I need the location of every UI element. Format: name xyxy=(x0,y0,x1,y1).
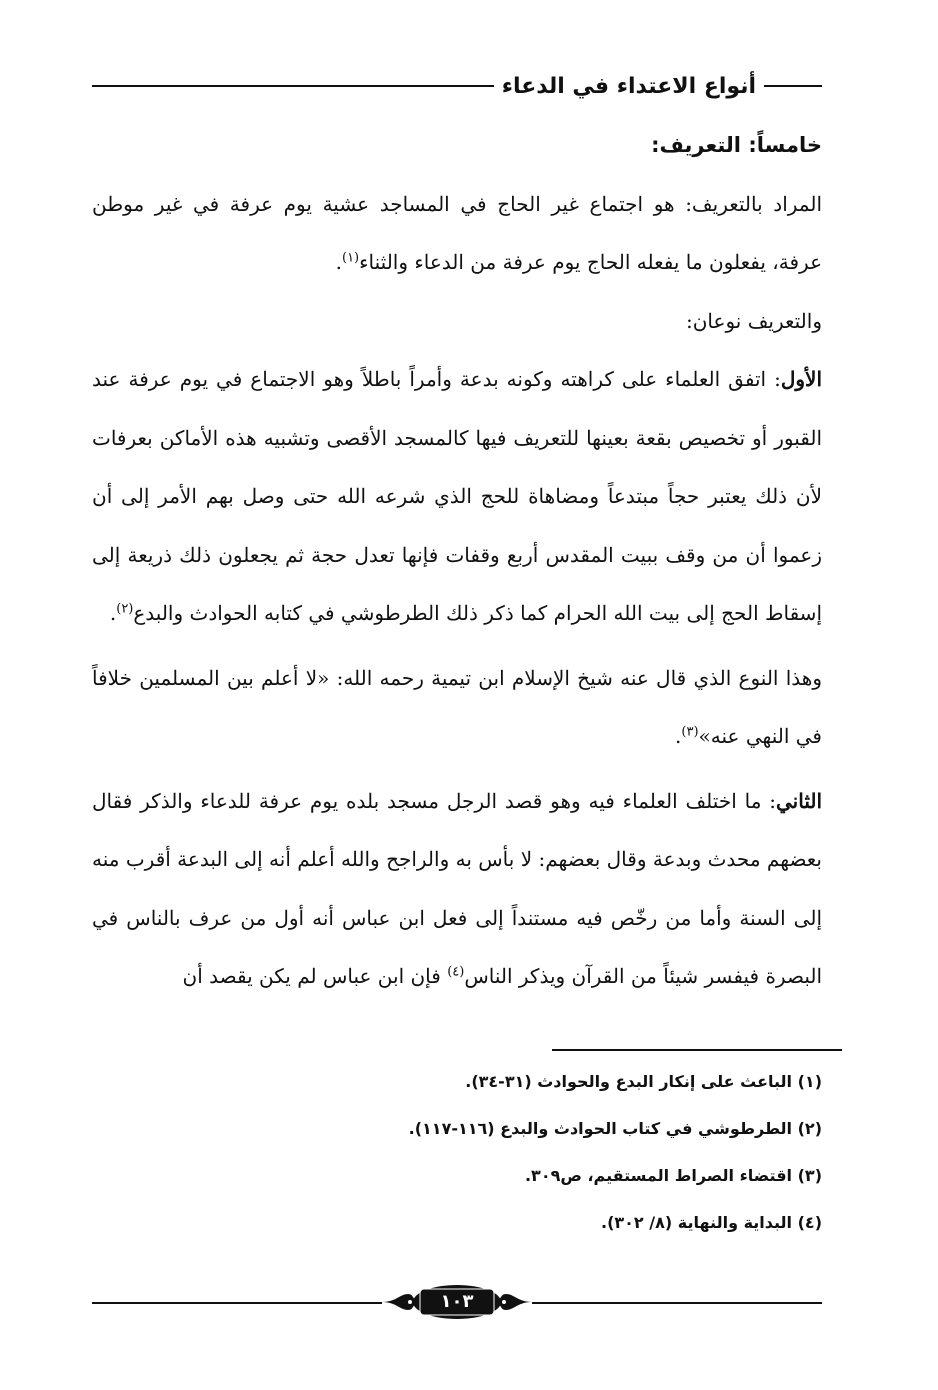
definition-text: المراد بالتعريف: هو اجتماع غير الحاج في المساجد عشية يوم عرفة في غير موطن عرفة، يفعلون ما يفعله الحاج يوم عرفة من الدعاء والثناء xyxy=(92,191,822,274)
second-type-lead: الثاني xyxy=(775,788,822,813)
footnote-separator xyxy=(552,1049,842,1051)
first-type-text: : اتفق العلماء على كراهته وكونه بدعة وأمراً باطلاً وهو الاجتماع في يوم عرفة عند القبور أو تخصيص بقعة بعينها للتعريف فيها كالمسجد الأقصى وتشبيه هذه الأماكن بعرفات لأن ذلك يعتبر حجاً مبتدعاً ومضاهاة للحج الذي شرعه الله حتى وصل بهم الأمر إلى أن زعموا أن من وقف ببيت المقدس أربع وقفات فإنها تعدل حجة ثم يجعلون ذلك ذريعة إلى إسقاط الحج إلى بيت الله الحرام كما ذكر ذلك الطرطوشي في كتابه الحوادث والبدع xyxy=(92,367,822,625)
footnote-2: (٢) الطرطوشي في كتاب الحوادث والبدع (١١٦-١١٧). xyxy=(408,1119,822,1138)
definition-end: . xyxy=(335,250,342,274)
header-rule-left xyxy=(92,85,494,87)
footnote-4: (٤) البداية والنهاية (٨/ ٣٠٢). xyxy=(601,1213,822,1232)
page-footer xyxy=(92,1282,822,1322)
footnote-ref-2: (٢) xyxy=(116,601,134,617)
running-header xyxy=(92,66,822,106)
types-intro: والتعريف نوعان: xyxy=(685,308,822,333)
quote-text: وهذا النوع الذي قال عنه شيخ الإسلام ابن تيمية رحمه الله: «لا أعلم بين المسلمين خلافاً في النهي عنه» xyxy=(92,665,822,748)
first-type-paragraph xyxy=(92,350,822,643)
footnotes xyxy=(92,1058,822,1246)
header-rule-right xyxy=(764,85,822,87)
main-text xyxy=(92,116,822,1006)
footer-rule-left xyxy=(92,1302,382,1304)
footnote-ref-1: (١) xyxy=(341,250,360,266)
footnote-ref-3: (٣) xyxy=(681,724,699,740)
footer-rule-right xyxy=(532,1302,822,1304)
quote-paragraph xyxy=(92,649,822,766)
footnote-ref-4: (٤) xyxy=(447,964,465,980)
first-type-end: . xyxy=(109,601,117,625)
quote-end: . xyxy=(675,724,682,748)
first-type-lead: الأول xyxy=(780,367,822,391)
header-title: أنواع الاعتداء في الدعاء xyxy=(501,73,756,99)
definition-paragraph xyxy=(92,175,822,292)
footnote-3: (٣) اقتضاء الصراط المستقيم، ص٣٠٩. xyxy=(524,1166,822,1185)
page-number: ١٠٣ xyxy=(440,1291,474,1312)
section-heading: خامساً: التعريف: xyxy=(651,133,822,157)
second-type-text: : ما اختلف العلماء فيه وهو قصد الرجل مسجد بلده يوم عرفة للدعاء والذكر فقال بعضهم محدث وبدعة وقال بعضهم: لا بأس به والراجح والله أعلم أنه إلى البدعة أقرب منه إلى السنة وأما من رخّص فيه مستنداً إلى فعل ابن عباس أنه أول من عرف بالناس في البصرة فيفسر شيئاً من القرآن ويذكر الناس xyxy=(92,788,822,988)
footnote-1: (١) الباعث على إنكار البدع والحوادث (٣١-٣٤). xyxy=(465,1072,822,1091)
second-type-paragraph xyxy=(92,772,822,1006)
second-type-end: فإن ابن عباس لم يكن يقصد أن xyxy=(182,964,448,988)
